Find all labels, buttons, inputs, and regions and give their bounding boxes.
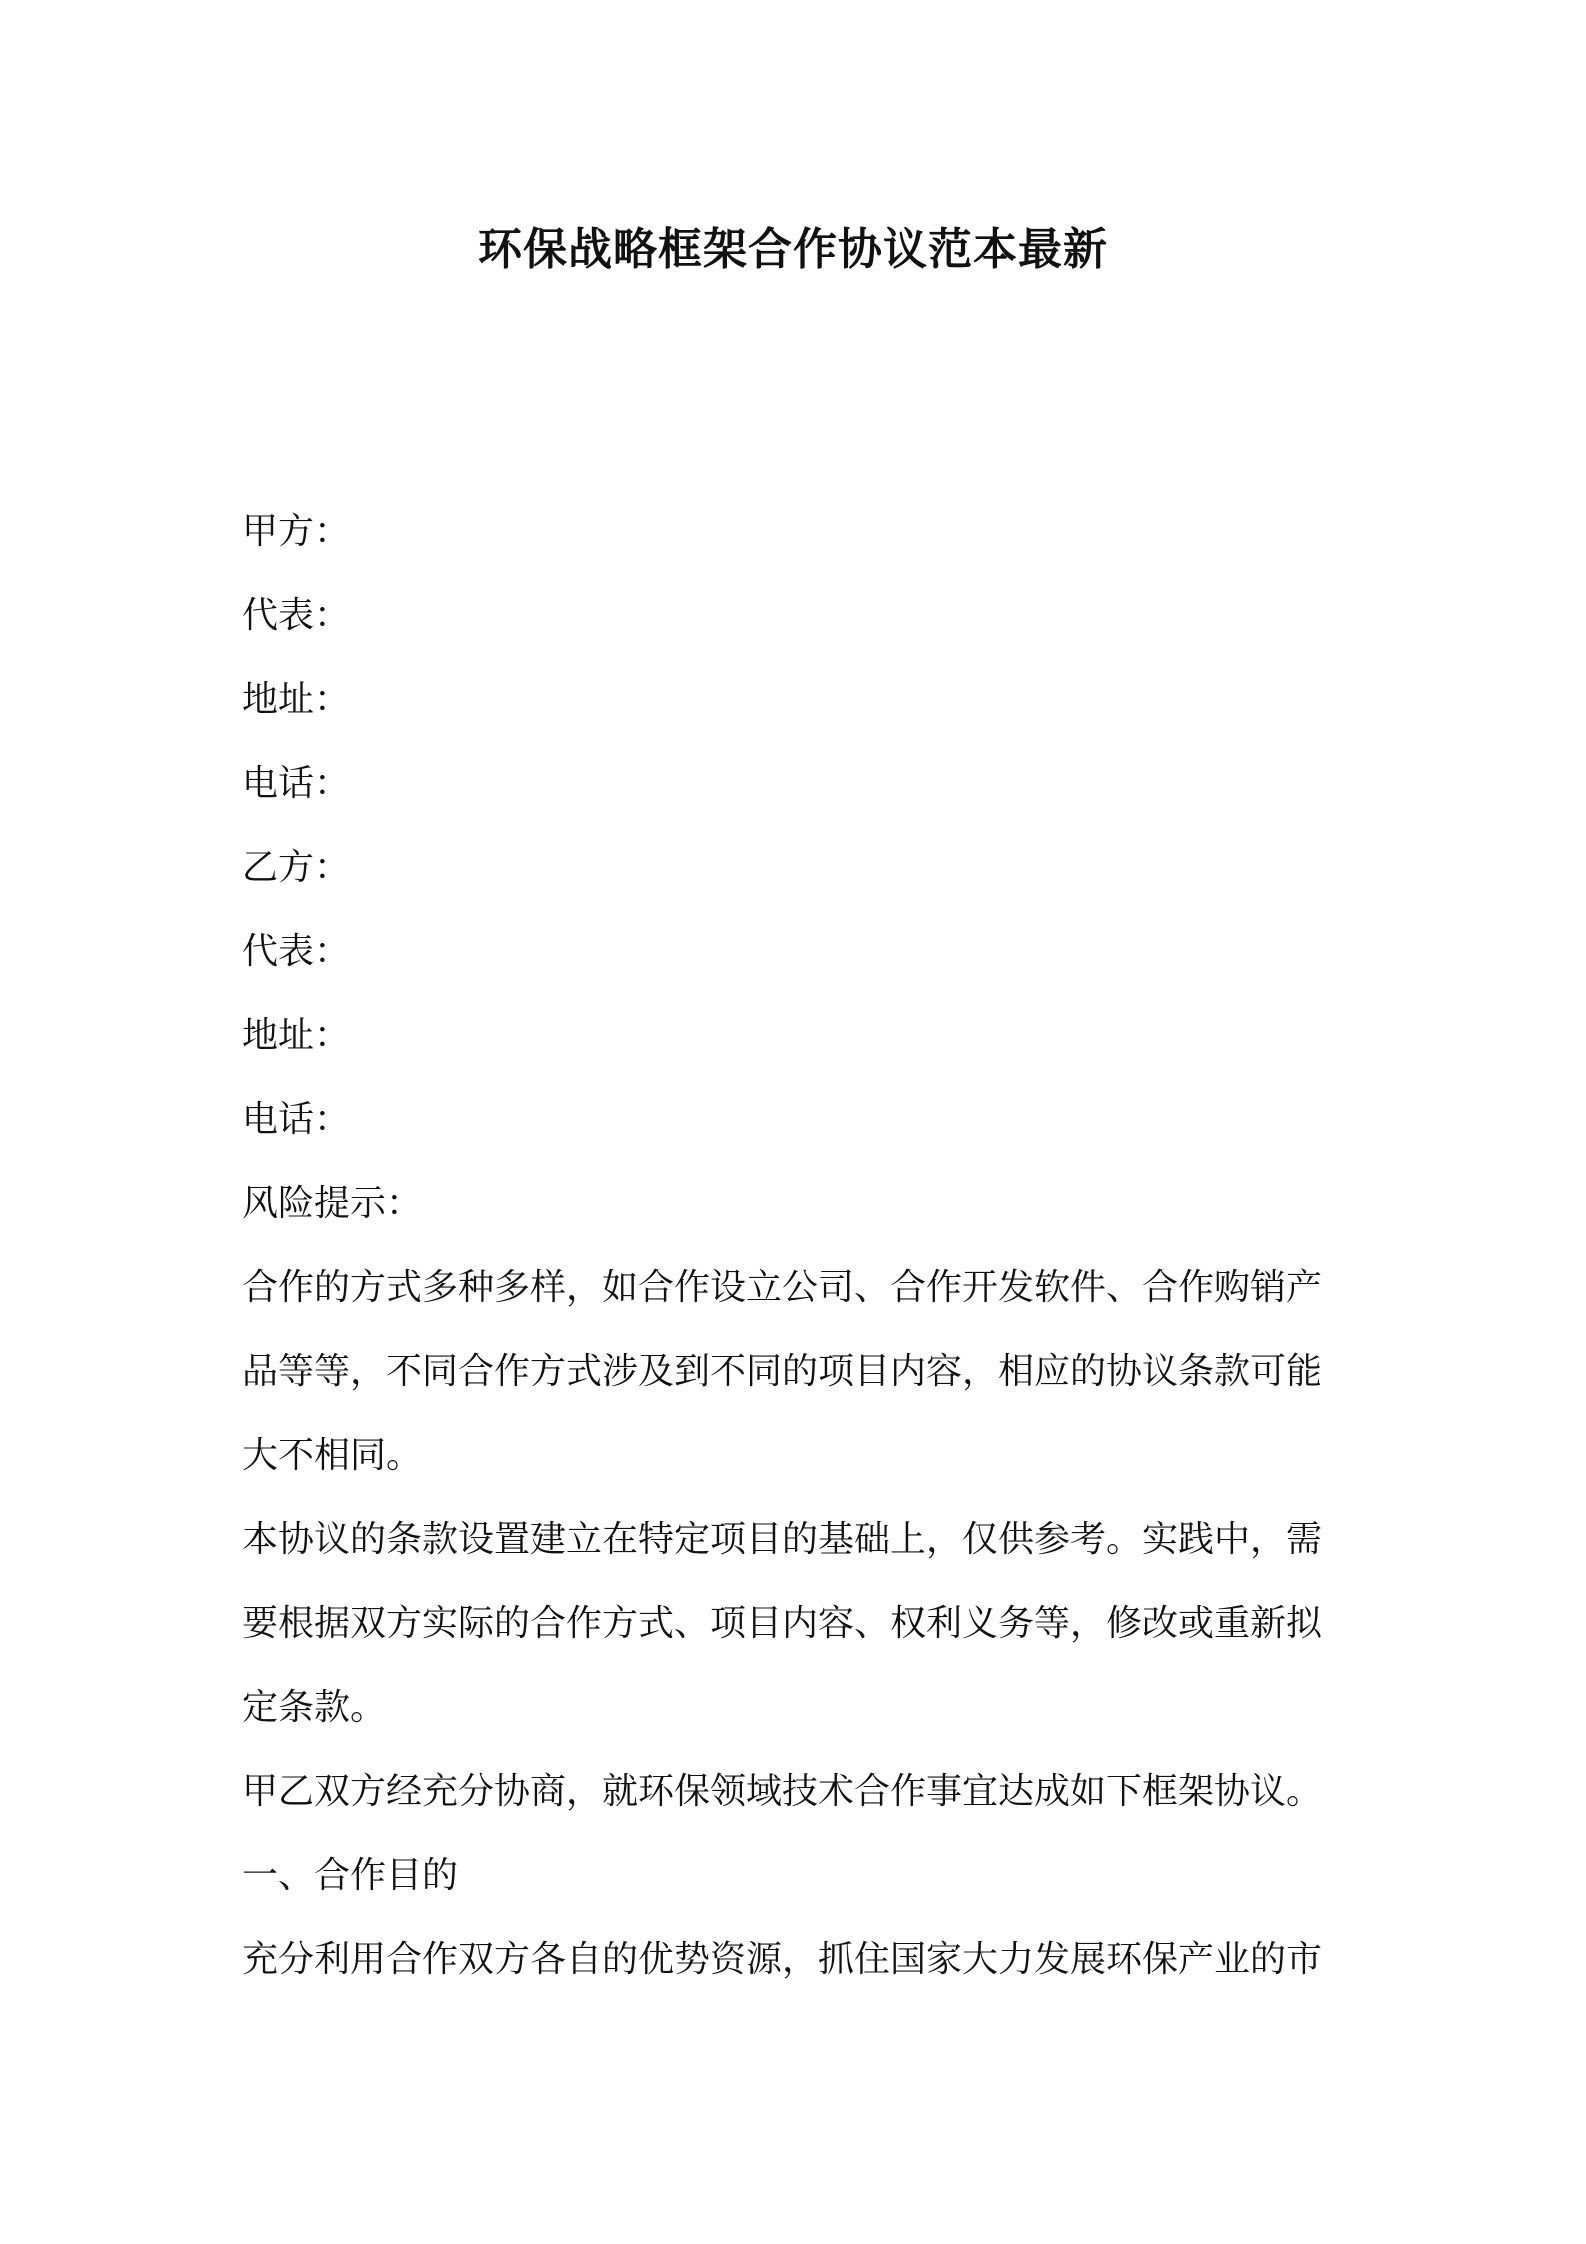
paragraph-line: 品等等，不同合作方式涉及到不同的项目内容，相应的协议条款可能 (242, 1351, 1323, 1392)
risk-heading: 风险提示： (242, 1183, 423, 1224)
paragraph-line: 合作的方式多种多样，如合作设立公司、合作开发软件、合作购销产 (242, 1267, 1323, 1308)
party-b-field: 乙方： (242, 847, 351, 888)
party-b-address-field: 地址： (242, 1015, 351, 1056)
party-a-representative-field: 代表： (242, 595, 351, 636)
section-1-heading: 一、合作目的 (242, 1855, 459, 1896)
document-body (242, 490, 1362, 2002)
intro-paragraph: 甲乙双方经充分协商，就环保领域技术合作事宜达成如下框架协议。 (242, 1771, 1323, 1812)
paragraph-line: 定条款。 (242, 1687, 387, 1728)
party-a-address-field: 地址： (242, 679, 351, 720)
paragraph-line: 要根据双方实际的合作方式、项目内容、权利义务等，修改或重新拟 (242, 1603, 1323, 1644)
section-1-text: 充分利用合作双方各自的优势资源，抓住国家大力发展环保产业的市 (242, 1939, 1323, 1980)
party-a-phone-field: 电话： (242, 763, 351, 804)
paragraph-line: 大不相同。 (242, 1435, 423, 1476)
party-b-phone-field: 电话： (242, 1099, 351, 1140)
document-title: 环保战略框架合作协议范本最新 (478, 224, 1108, 275)
risk-paragraph-2 (242, 1498, 1362, 1750)
paragraph-line: 本协议的条款设置建立在特定项目的基础上，仅供参考。实践中，需 (242, 1519, 1323, 1560)
party-a-field: 甲方： (242, 511, 351, 552)
risk-paragraph-1 (242, 1246, 1362, 1498)
party-b-representative-field: 代表： (242, 931, 351, 972)
